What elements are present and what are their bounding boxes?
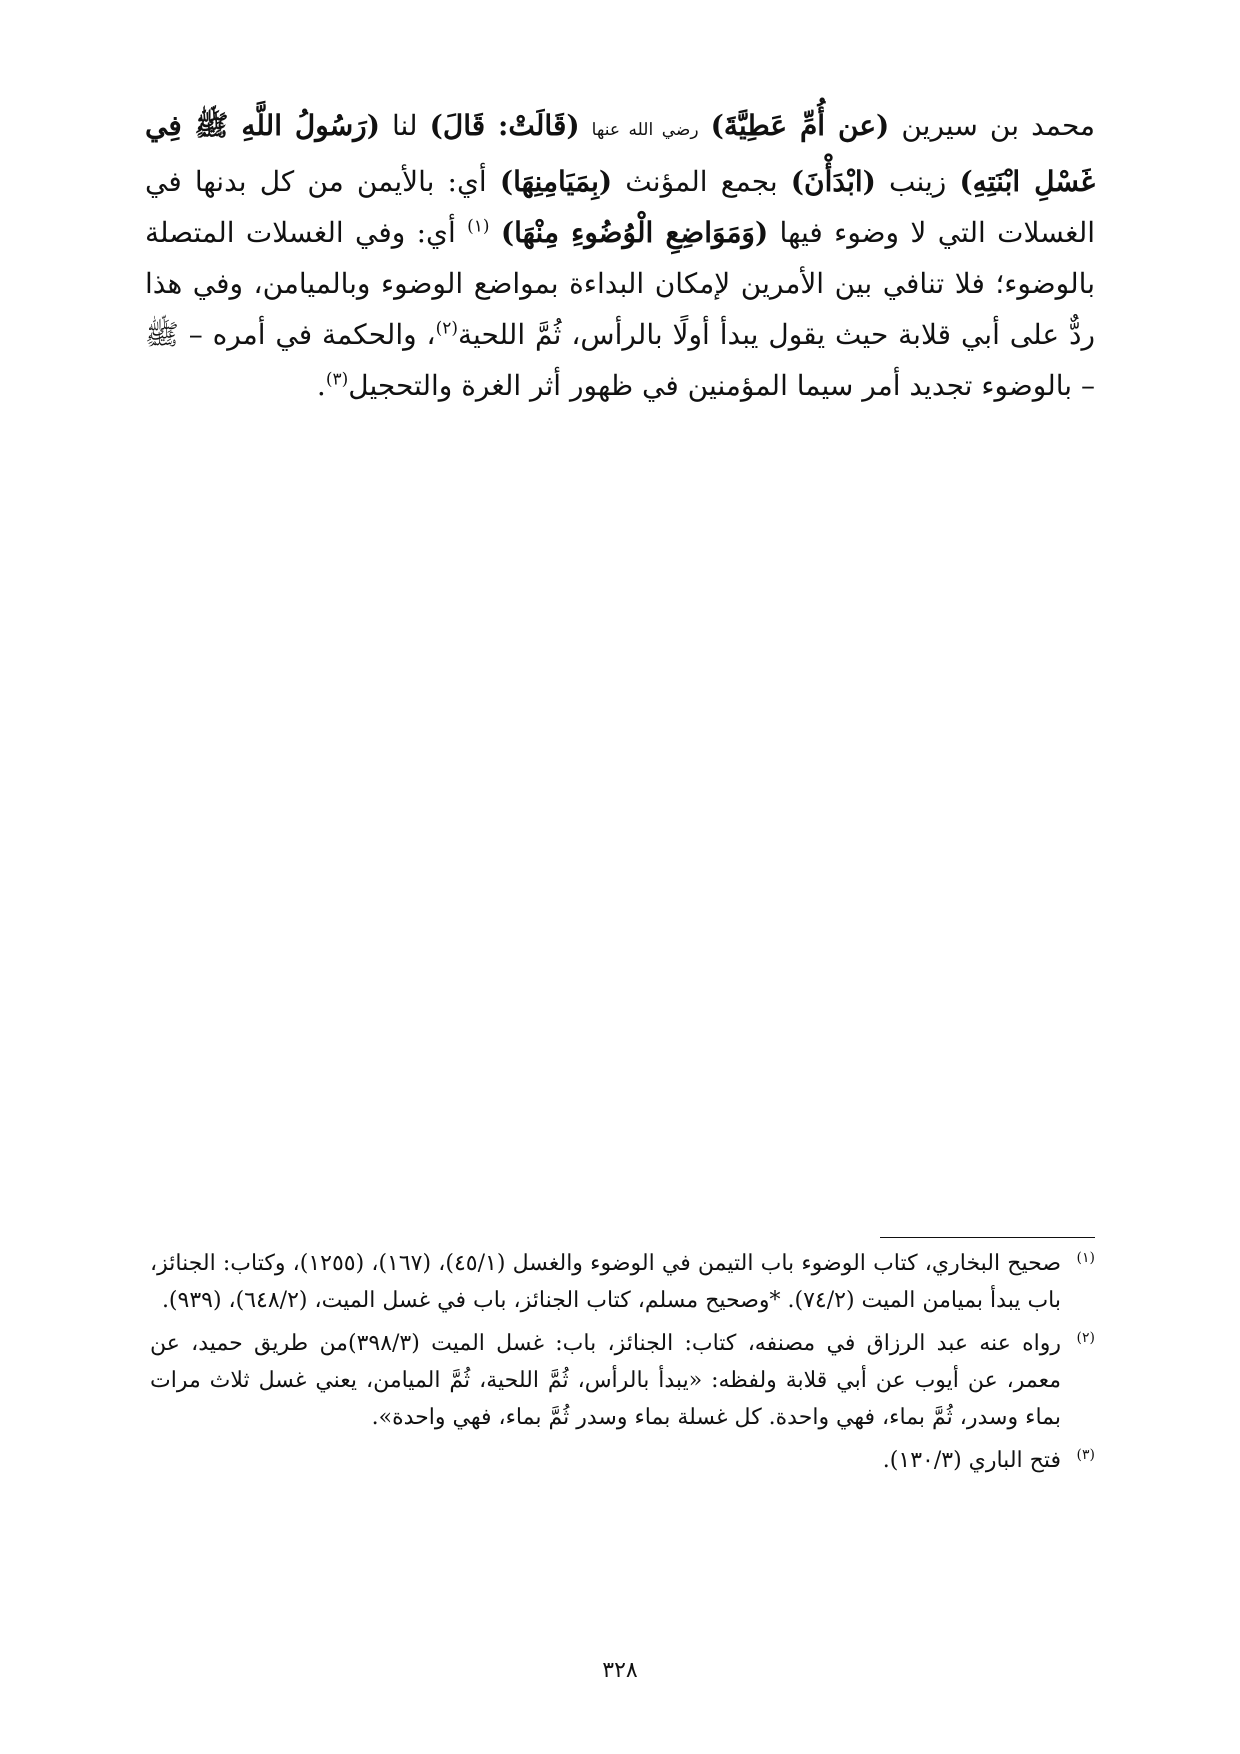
footnote-number: (٣) <box>1076 1447 1095 1463</box>
footnote-1 <box>150 1245 1095 1319</box>
text-run: أي: بالأيمن من كل بدنها في الغسلات التي لا وضوء فيها <box>145 165 1096 249</box>
footnote-number: (١) <box>1076 1250 1095 1266</box>
text-run: بجمع المؤنث <box>612 165 791 198</box>
text-run: لنا <box>379 109 430 142</box>
text-run: – بالوضوء تجديد أمر سيما المؤمنين في ظهور أثر الغرة والتحجيل <box>348 369 1095 402</box>
text-run: محمد بن سيرين <box>889 109 1096 142</box>
footnote-separator <box>880 1237 1095 1238</box>
footnote-number: (٢) <box>1076 1330 1095 1346</box>
footnote-2 <box>150 1325 1095 1436</box>
main-paragraph <box>145 100 1095 411</box>
text-run <box>580 109 592 142</box>
text-run <box>699 109 711 142</box>
footnote-text: رواه عنه عبد الرزاق في مصنفه، كتاب: الجنائز، باب: غسل الميت (٣٩٨/٣)من طريق حميد، عن معمر، عن أيوب عن أبي قلابة ولفظه: «يبدأ بالرأس، ثُمَّ اللحية، ثُمَّ الميامن، يعني غسل ثلاث مرات بماء وسدر، ثُمَّ بماء، فهي واحدة. كل غسلة بماء وسدر ثُمَّ بماء، فهي واحدة». <box>150 1331 1061 1430</box>
footnotes-section <box>150 1245 1095 1485</box>
main-text-block <box>145 100 1095 411</box>
bold-phrase: (ابْدَأْنَ) <box>790 165 876 198</box>
honorific-phrase: رضي الله عنها <box>591 120 699 140</box>
text-run: ، والحكمة في أمره – <box>178 318 436 351</box>
text-run: أي: وفي الغسلات المتصلة بالوضوء؛ فلا تنافي بين الأمرين لإمكان البداءة بمواضع الوضوء وبالميامن، وفي هذا ردٌّ على أبي قلابة حيث يقول يبدأ أولًا بالرأس، ثُمَّ اللحية <box>145 216 1095 351</box>
bold-phrase: (رَسُولُ اللَّهِ ﷺ فِي غَسْلِ ابْنَتِهِ) <box>145 109 1095 198</box>
footnote-reference: (٢) <box>435 318 458 339</box>
text-run: . <box>316 369 326 402</box>
footnote-text: فتح الباري (١٣٠/٣). <box>882 1448 1061 1473</box>
page-number: ٣٢٨ <box>602 1658 638 1683</box>
bold-phrase: (بِمَيَامِنِهَا) <box>499 165 613 198</box>
footnote-reference: (٣) <box>325 369 349 390</box>
footnote-text: صحيح البخاري، كتاب الوضوء باب التيمن في الوضوء والغسل (٤٥/١)، (١٦٧)، (١٢٥٥)، وكتاب: الجنائز، باب يبدأ بميامن الميت (٧٤/٢). *وصحيح مسلم، كتاب الجنائز، باب في غسل الميت، (٦٤٨/٢)، (٩٣٩). <box>150 1251 1061 1313</box>
footnote-reference: (١) <box>467 216 490 237</box>
bold-phrase: (قَالَتْ: قَالَ) <box>429 109 580 142</box>
text-run: زينب <box>875 165 960 198</box>
text-run: ﷺ <box>145 318 179 351</box>
text-run <box>490 216 501 249</box>
bold-phrase: (عن أُمِّ عَطِيَّةَ) <box>710 109 890 142</box>
bold-phrase: (وَمَوَاضِعِ الْوُضُوءِ مِنْهَا) <box>500 216 769 249</box>
footnote-3 <box>150 1442 1095 1479</box>
